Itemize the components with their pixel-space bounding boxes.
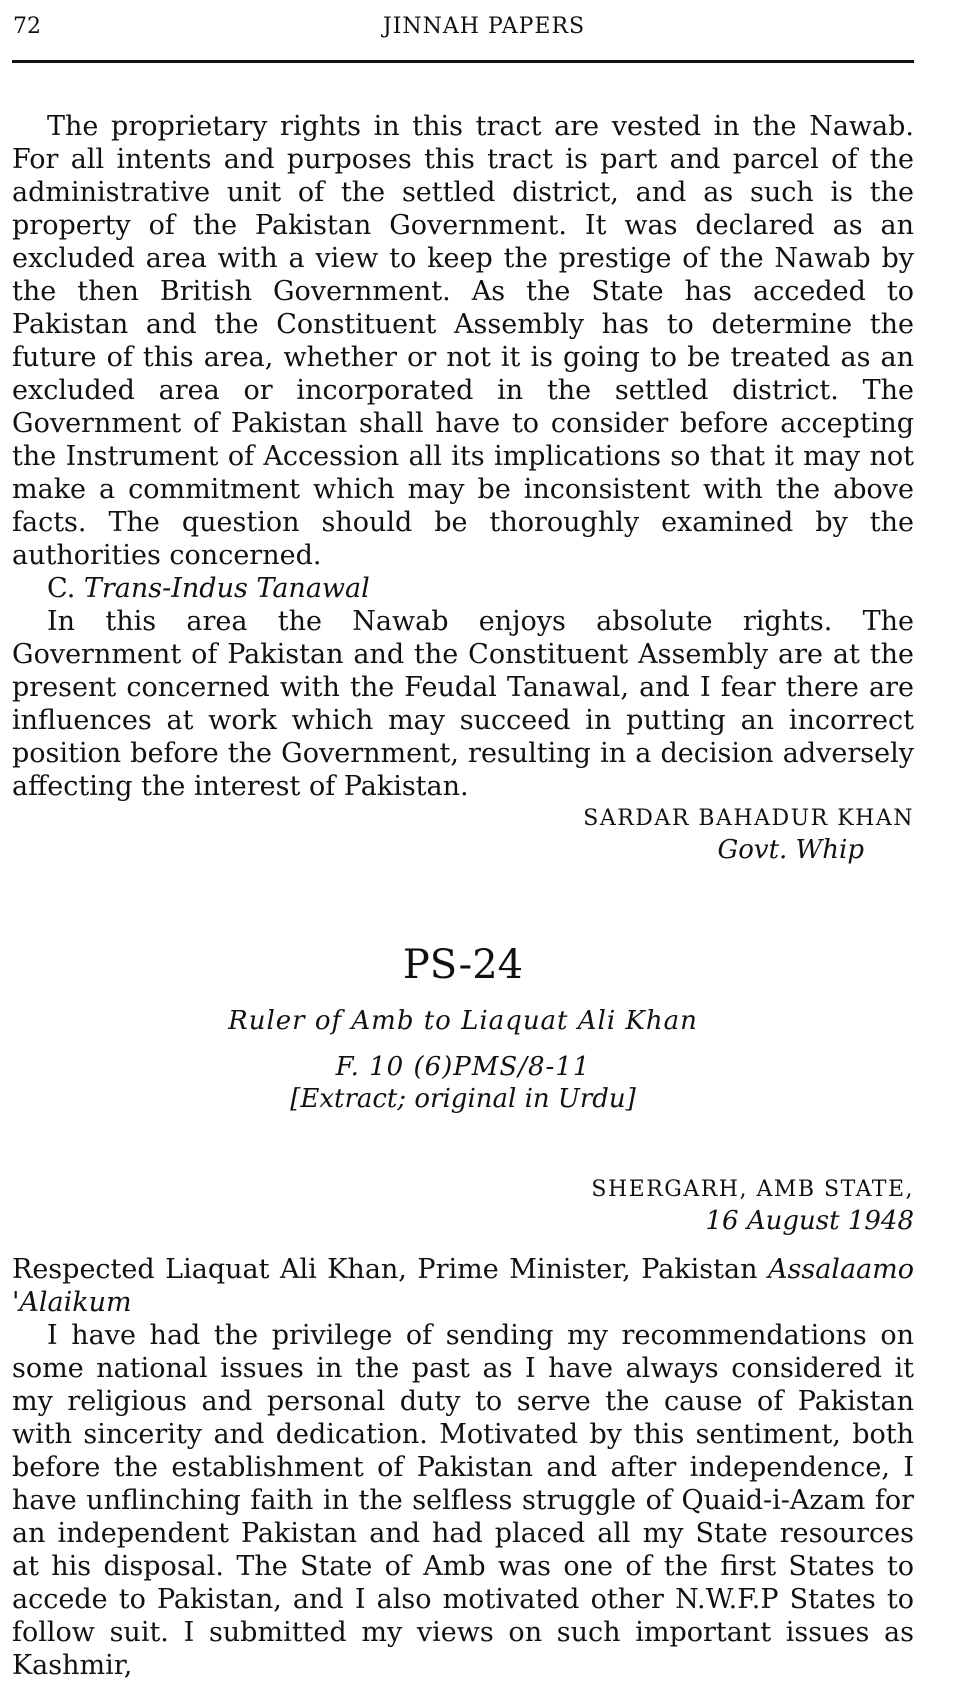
section-letter: C.: [47, 573, 84, 604]
salutation-greeting: Assalaamo 'Alaikum: [12, 1254, 914, 1318]
document-sender-recipient: Ruler of Amb to Liaquat Ali Khan: [228, 1006, 698, 1036]
letter-date: 16 August 1948: [705, 1206, 914, 1236]
page-header: [0, 0, 968, 70]
section-title: Trans-Indus Tanawal: [83, 573, 370, 604]
signatory-name: SARDAR BAHADUR KHAN: [583, 806, 914, 831]
salutation-text: Respected Liaquat Ali Khan, Prime Minister, Pakistan: [12, 1254, 768, 1285]
page-body: [12, 110, 914, 1682]
paragraph-privilege: I have had the privilege of sending my recommendations on some national issues in the past as I have always considered it my religious and personal duty to serve the cause of Pakistan with sincerity and dedication. Motivated by this sentiment, both before the establishment of Pakistan and after independence, I have unflinching faith in the selfless struggle of Quaid-i-Azam for an independent Pakistan and had placed all my State resources at his disposal. The State of Amb was one of the first States to accede to Pakistan, and I also motivated other N.W.F.P States to follow suit. I submitted my views on such important issues as Kashmir,: [12, 1320, 914, 1681]
page-number: 72: [13, 14, 41, 39]
paragraph-proprietary-rights: The proprietary rights in this tract are vested in the Nawab. For all intents and purposes this tract is part and parcel of the administrative unit of the settled district, and as such is the property of the Pakistan Government. It was declared as an excluded area with a view to keep the prestige of the Nawab by the then British Government. As the State has acceded to Pakistan and the Constituent Assembly has to determine the future of this area, whether or not it is going to be treated as an excluded area or incorporated in the settled district. The Government of Pakistan shall have to consider before accepting the Instrument of Accession all its implications so that it may not make a commitment which may be inconsistent with the above facts. The question should be thoroughly examined by the authorities concerned.: [12, 111, 914, 571]
header-rule: [12, 60, 914, 63]
salutation: [12, 1253, 914, 1319]
running-title: JINNAH PAPERS: [382, 14, 586, 39]
extract-note: [Extract; original in Urdu]: [290, 1084, 636, 1114]
paragraph-absolute-rights: In this area the Nawab enjoys absolute rights. The Government of Pakistan and the Constituent Assembly are at the present concerned with the Feudal Tanawal, and I fear there are influences at work which may succeed in putting an incorrect position before the Government, resulting in a decision adversely affecting the interest of Pakistan.: [12, 606, 914, 802]
document-id: PS-24: [402, 942, 524, 988]
signatory-title: Govt. Whip: [717, 835, 864, 865]
letter-place: SHERGARH, AMB STATE,: [591, 1177, 914, 1202]
file-reference: F. 10 (6)PMS/8-11: [335, 1052, 591, 1082]
section-heading-trans-indus-tanawal: [12, 572, 914, 605]
